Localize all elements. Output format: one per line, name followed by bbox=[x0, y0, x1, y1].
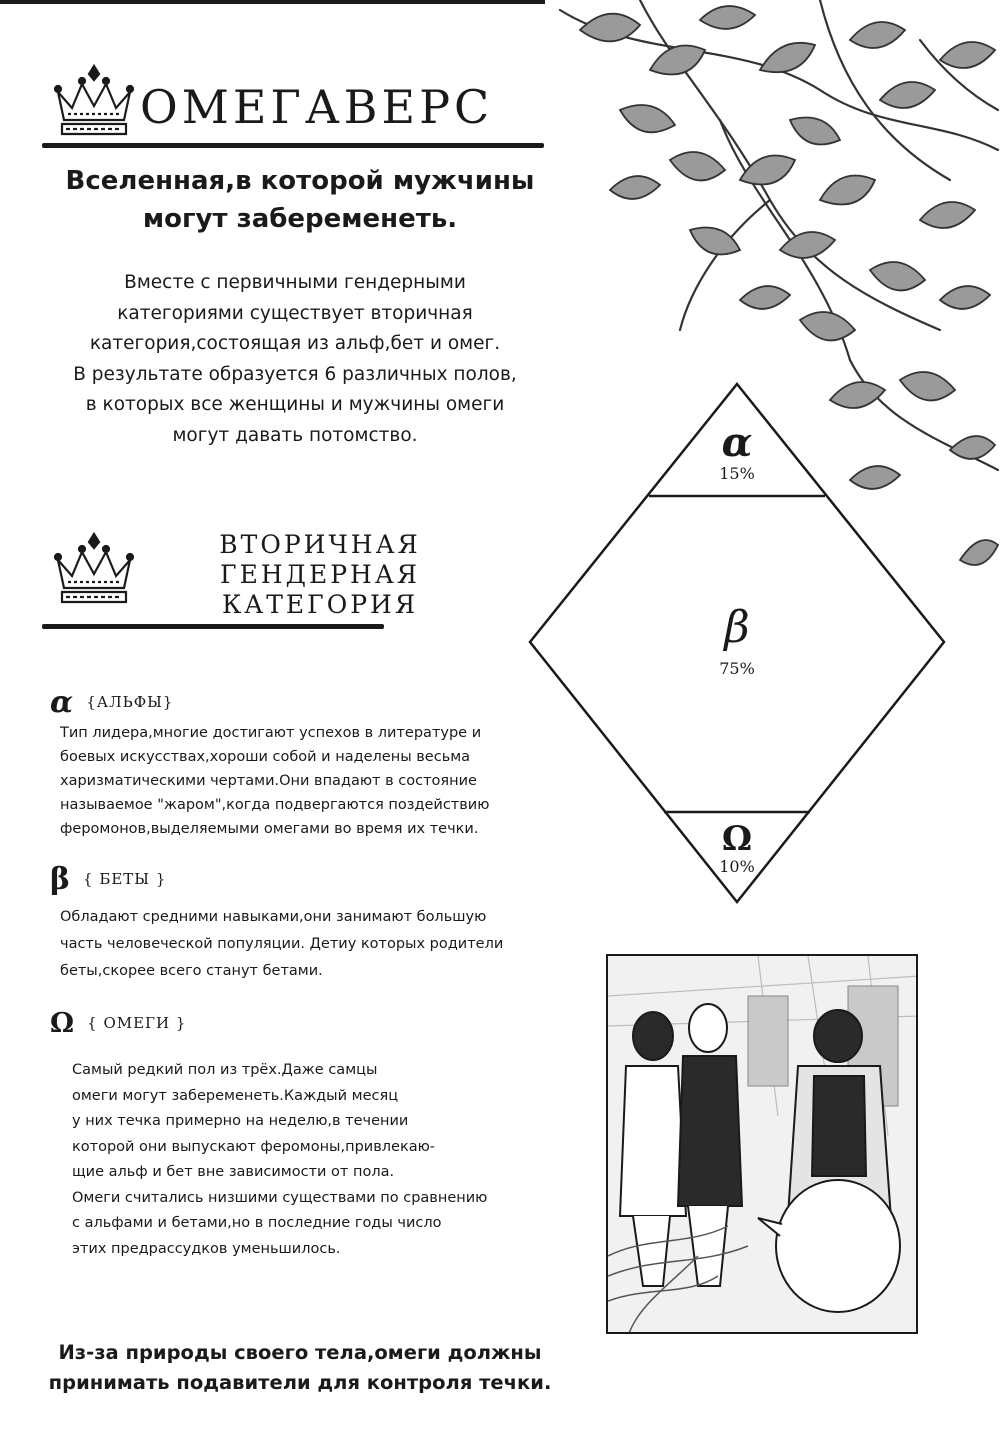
section-title bbox=[130, 530, 510, 620]
beta-symbol: β bbox=[50, 862, 70, 897]
category-heading bbox=[50, 1008, 550, 1058]
intro-line: в которых все женщины и мужчины омеги bbox=[85, 394, 505, 415]
footer-line: Из-за природы своего тела,омеги должны bbox=[58, 1341, 542, 1364]
description-line: этих предрассудков уменьшилось. bbox=[72, 1240, 341, 1257]
category-description bbox=[60, 904, 530, 985]
manga-panel-image bbox=[606, 954, 918, 1334]
title-underline bbox=[42, 143, 544, 148]
description-line: беты,скорее всего станут бетами. bbox=[60, 963, 323, 979]
description-line: с альфами и бетами,но в последние годы число bbox=[72, 1215, 442, 1231]
intro-line: могут давать потомство. bbox=[172, 424, 418, 446]
category-heading bbox=[50, 862, 530, 904]
intro-line: категориями существует вторичная bbox=[117, 302, 473, 324]
section-underline bbox=[42, 624, 384, 629]
tagline-line: Вселенная,в которой мужчины bbox=[65, 166, 535, 196]
category-name: { ОМЕГИ } bbox=[87, 1014, 187, 1032]
crown-icon bbox=[48, 62, 140, 140]
page-title: ОМЕГАВЕРС bbox=[140, 80, 494, 134]
omega-symbol: Ω bbox=[721, 819, 753, 859]
category-description bbox=[60, 721, 520, 841]
intro-line: категория,состоящая из альф,бет и омег. bbox=[89, 333, 501, 354]
description-line: боевых искусствах,хороши собой и наделены весьма bbox=[60, 749, 471, 765]
tagline bbox=[40, 162, 560, 238]
section-title-line: ВТОРИЧНАЯ ГЕНДЕРНАЯ bbox=[219, 530, 421, 589]
tagline-line: могут забеременеть. bbox=[142, 204, 458, 234]
footer-note bbox=[30, 1338, 570, 1398]
alpha-symbol: α bbox=[721, 419, 753, 466]
top-border-line bbox=[0, 0, 545, 4]
description-line: Омеги считались низшими существами по сравнению bbox=[72, 1189, 488, 1206]
gender-diamond-diagram bbox=[524, 380, 950, 910]
category-omega bbox=[50, 1008, 550, 1262]
description-line: называемое "жаром",когда подвергаются поздействию bbox=[60, 797, 490, 813]
section-title-line: КАТЕГОРИЯ bbox=[221, 590, 419, 619]
footer-line: принимать подавители для контроля течки. bbox=[48, 1371, 552, 1394]
category-description bbox=[72, 1058, 550, 1262]
manga-panel-illustration bbox=[608, 956, 918, 1334]
intro-line: В результате образуется 6 различных полов, bbox=[73, 363, 517, 385]
description-line: Самый редкий пол из трёх.Даже самцы bbox=[72, 1062, 378, 1078]
beta-percent: 75% bbox=[719, 659, 755, 678]
category-name: {АЛЬФЫ} bbox=[86, 693, 174, 711]
intro-line: Вместе с первичными гендерными bbox=[124, 272, 466, 293]
alpha-symbol: α bbox=[50, 685, 74, 720]
beta-symbol: β bbox=[724, 602, 750, 653]
omega-symbol: Ω bbox=[50, 1008, 75, 1039]
crown-icon bbox=[48, 530, 140, 608]
description-line: у них течка примерно на неделю,в течении bbox=[72, 1113, 409, 1129]
description-line: щие альф и бет вне зависимости от пола. bbox=[72, 1164, 395, 1180]
description-line: харизматическими чертами.Они впадают в состояние bbox=[60, 773, 477, 789]
description-line: Тип лидера,многие достигают успехов в литературе и bbox=[60, 725, 482, 741]
description-line: Обладают средними навыками,они занимают большую bbox=[60, 909, 487, 925]
alpha-percent: 15% bbox=[719, 464, 755, 483]
omega-percent: 10% bbox=[719, 857, 755, 876]
description-line: которой они выпускают феромоны,привлекаю- bbox=[72, 1138, 436, 1155]
description-line: часть человеческой популяции. Детиу которых родители bbox=[60, 936, 504, 952]
description-line: феромонов,выделяемыми омегами во время их течки. bbox=[60, 821, 479, 837]
description-line: омеги могут забеременеть.Каждый месяц bbox=[72, 1087, 399, 1104]
category-beta bbox=[50, 862, 530, 985]
category-alpha bbox=[50, 685, 520, 841]
category-name: { БЕТЫ } bbox=[83, 870, 167, 888]
intro-paragraph bbox=[40, 268, 550, 451]
category-heading bbox=[50, 685, 520, 721]
